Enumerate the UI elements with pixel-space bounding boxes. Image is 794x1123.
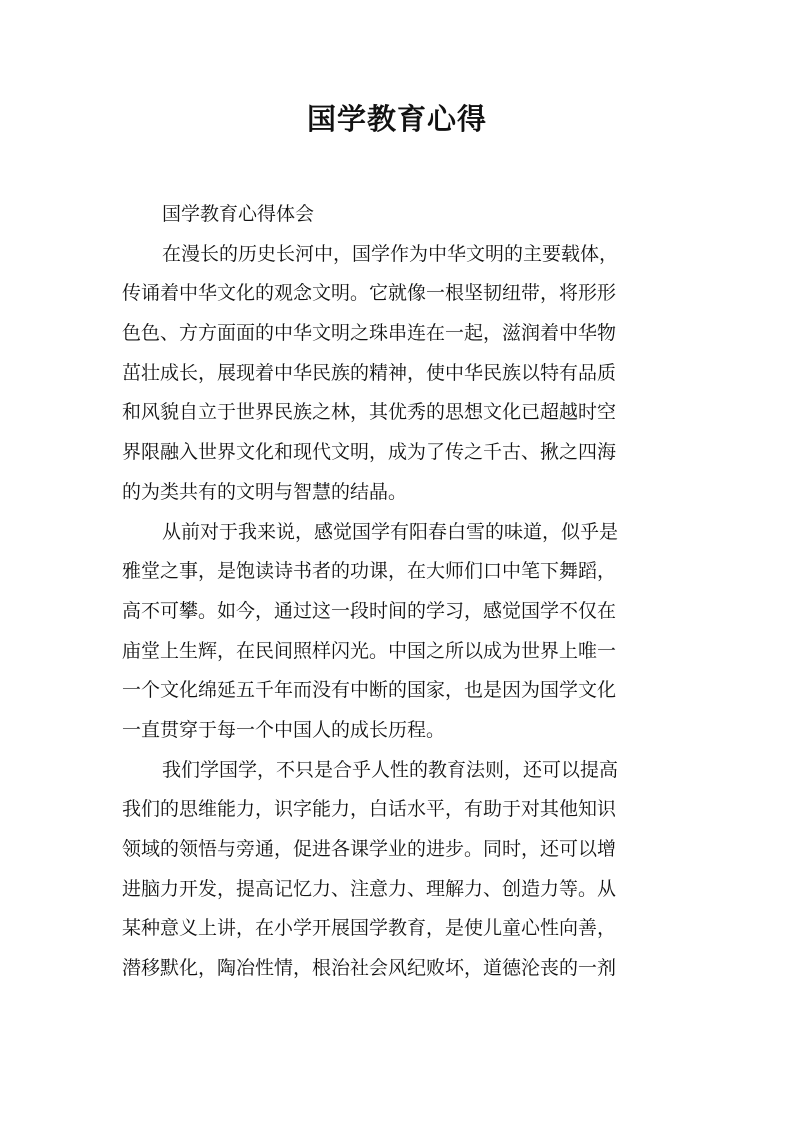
document-title: 国学教育心得 — [306, 102, 487, 136]
paragraph-line: 高不可攀。如今，通过这一段时间的学习，感觉国学不仅在 — [122, 599, 617, 622]
paragraph-line: 的为类共有的文明与智慧的结晶。 — [122, 480, 408, 503]
paragraph — [122, 513, 682, 751]
paragraph-line: 领域的领悟与旁通，促进各课学业的进步。同时，还可以增 — [122, 838, 617, 860]
paragraph-line: 雅堂之事，是饱读诗书者的功课，在大师们口中笔下舞蹈， — [122, 560, 617, 583]
paragraph-line: 某种意义上讲，在小学开展国学教育，是使儿童心性向善， — [122, 917, 617, 940]
document-subtitle: 国学教育心得体会 — [162, 203, 315, 225]
document-body — [122, 195, 682, 989]
paragraph-line: 和风貌自立于世界民族之林，其优秀的思想文化已超越时空 — [122, 401, 617, 424]
paragraph-line: 一直贯穿于每一个中国人的成长历程。 — [122, 718, 446, 741]
paragraph — [122, 235, 682, 513]
paragraph-line: 进脑力开发，提高记忆力、注意力、理解力、创造力等。从 — [122, 877, 617, 900]
paragraph-line: 庙堂上生辉，在民间照样闪光。中国之所以成为世界上唯一 — [122, 639, 617, 662]
paragraph-line: 色色、方方面面的中华文明之珠串连在一起，滋润着中华物 — [122, 322, 617, 345]
paragraph-line: 我们的思维能力，识字能力，白话水平，有助于对其他知识 — [122, 798, 617, 821]
paragraph-line: 从前对于我来说，感觉国学有阳春白雪的味道，似乎是 — [162, 520, 619, 543]
paragraph-line: 我们学国学，不只是合乎人性的教育法则，还可以提高 — [162, 758, 619, 781]
paragraph-line: 潜移默化，陶冶性情，根治社会风纪败坏，道德沦丧的一剂 — [122, 957, 617, 980]
paragraph-line: 茁壮成长，展现着中华民族的精神，使中华民族以特有品质 — [122, 361, 617, 384]
paragraph-line: 界限融入世界文化和现代文明，成为了传之千古、揪之四海 — [122, 441, 617, 464]
paragraph — [122, 751, 682, 989]
paragraph-line: 一个文化绵延五千年而没有中断的国家，也是因为国学文化 — [122, 679, 617, 702]
paragraph-line: 在漫长的历史长河中，国学作为中华文明的主要载体， — [162, 242, 619, 265]
paragraph-line: 传诵着中华文化的观念文明。它就像一根坚韧纽带，将形形 — [122, 282, 617, 305]
